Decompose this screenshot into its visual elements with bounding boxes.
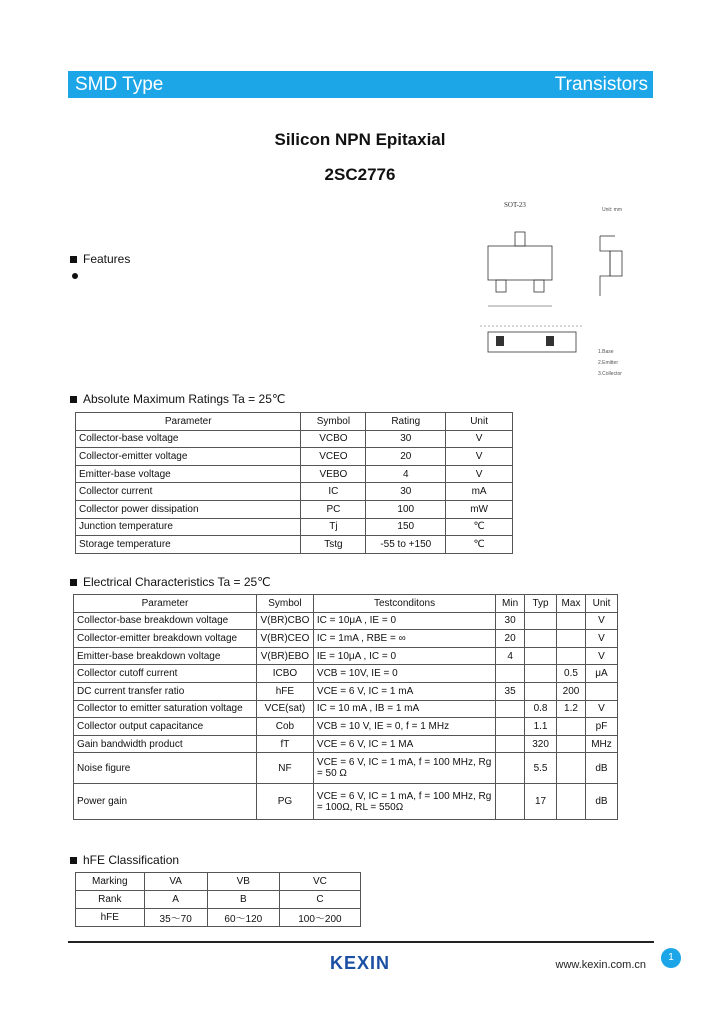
table-cell xyxy=(496,665,525,683)
table-cell: 4 xyxy=(496,647,525,665)
table-row xyxy=(74,700,618,718)
bullet-square-icon xyxy=(70,256,77,263)
table-cell xyxy=(496,718,525,736)
table-cell: VCEO xyxy=(301,448,366,466)
table-cell: VCE(sat) xyxy=(256,700,313,718)
table-cell: dB xyxy=(585,784,617,820)
table-cell: 0.5 xyxy=(557,665,586,683)
table-cell: 35 xyxy=(496,682,525,700)
table-cell: PC xyxy=(301,500,366,518)
col-header: Unit xyxy=(446,413,513,431)
page-number-badge: 1 xyxy=(661,948,681,968)
table-cell: Rank xyxy=(76,891,145,909)
table-cell: IC xyxy=(301,483,366,501)
footer-divider xyxy=(68,941,654,943)
table-cell xyxy=(496,784,525,820)
table-header-row xyxy=(74,595,618,613)
table-header-row xyxy=(76,413,513,431)
table-cell: fT xyxy=(256,735,313,753)
table-row xyxy=(76,518,513,536)
col-header: Parameter xyxy=(76,413,301,431)
table-cell: VA xyxy=(144,873,207,891)
table-cell: VCE = 6 V, IC = 1 MA xyxy=(313,735,495,753)
header-right: Transistors xyxy=(554,73,648,95)
table-cell xyxy=(557,630,586,648)
table-cell: 200 xyxy=(557,682,586,700)
abs-max-heading: Absolute Maximum Ratings Ta = 25℃ xyxy=(70,392,285,406)
table-cell: Collector power dissipation xyxy=(76,500,301,518)
col-header: Testconditons xyxy=(313,595,495,613)
table-cell xyxy=(496,700,525,718)
table-cell: VCB = 10V, IE = 0 xyxy=(313,665,495,683)
table-cell: Collector-emitter voltage xyxy=(76,448,301,466)
header-bar xyxy=(68,71,653,98)
table-row xyxy=(76,500,513,518)
table-cell: Collector-base voltage xyxy=(76,430,301,448)
table-cell: 1.2 xyxy=(557,700,586,718)
package-outline-diagram xyxy=(470,196,650,386)
table-cell: Gain bandwidth product xyxy=(74,735,257,753)
table-cell: Emitter-base voltage xyxy=(76,465,301,483)
table-cell: Collector to emitter saturation voltage xyxy=(74,700,257,718)
table-cell: V xyxy=(446,465,513,483)
table-cell: Collector cutoff current xyxy=(74,665,257,683)
table-row xyxy=(76,873,361,891)
table-cell: PG xyxy=(256,784,313,820)
elec-heading: Electrical Characteristics Ta = 25℃ xyxy=(70,575,271,589)
table-cell: V xyxy=(585,700,617,718)
table-cell xyxy=(557,753,586,784)
table-cell: C xyxy=(279,891,360,909)
table-cell xyxy=(525,630,557,648)
hfe-heading: hFE Classification xyxy=(70,853,179,867)
table-cell xyxy=(557,735,586,753)
col-header: Typ xyxy=(525,595,557,613)
table-row xyxy=(74,718,618,736)
table-cell xyxy=(525,647,557,665)
table-cell: 320 xyxy=(525,735,557,753)
table-cell: 0.8 xyxy=(525,700,557,718)
table-cell: IC = 1mA , RBE = ∞ xyxy=(313,630,495,648)
table-cell xyxy=(525,665,557,683)
table-cell: IE = 10μA , IC = 0 xyxy=(313,647,495,665)
table-cell: 17 xyxy=(525,784,557,820)
table-cell: V xyxy=(446,430,513,448)
table-cell: 100 xyxy=(366,500,446,518)
table-row xyxy=(74,784,618,820)
table-cell: 35～70 xyxy=(144,909,207,927)
table-cell: VCBO xyxy=(301,430,366,448)
table-cell: VCE = 6 V, IC = 1 mA, f = 100 MHz, Rg = 50 Ω xyxy=(313,753,495,784)
pin1-label: 1.Base xyxy=(598,349,614,355)
table-cell: V xyxy=(585,612,617,630)
col-header: Max xyxy=(557,595,586,613)
table-cell: Tj xyxy=(301,518,366,536)
col-header: Symbol xyxy=(256,595,313,613)
table-row xyxy=(74,647,618,665)
table-cell: 1.1 xyxy=(525,718,557,736)
hfe-table xyxy=(75,872,361,927)
table-cell: V(BR)CEO xyxy=(256,630,313,648)
col-header: Symbol xyxy=(301,413,366,431)
table-cell: VCB = 10 V, IE = 0, f = 1 MHz xyxy=(313,718,495,736)
pin3-label: 3.Collector xyxy=(598,371,622,377)
table-cell: Collector-emitter breakdown voltage xyxy=(74,630,257,648)
table-row xyxy=(76,430,513,448)
table-cell: hFE xyxy=(76,909,145,927)
table-cell: VC xyxy=(279,873,360,891)
table-cell: Collector current xyxy=(76,483,301,501)
pin2-label: 2.Emitter xyxy=(598,360,619,366)
abs-max-table xyxy=(75,412,513,554)
table-cell: Cob xyxy=(256,718,313,736)
table-cell: Noise figure xyxy=(74,753,257,784)
table-cell: VEBO xyxy=(301,465,366,483)
table-cell: V xyxy=(446,448,513,466)
table-cell: A xyxy=(144,891,207,909)
table-cell xyxy=(557,718,586,736)
table-row xyxy=(74,630,618,648)
table-cell: 100～200 xyxy=(279,909,360,927)
features-heading: Features xyxy=(70,252,130,266)
table-cell: V(BR)CBO xyxy=(256,612,313,630)
table-cell: ℃ xyxy=(446,536,513,554)
table-cell: NF xyxy=(256,753,313,784)
table-row xyxy=(74,612,618,630)
table-cell: VB xyxy=(207,873,279,891)
package-label: SOT-23 xyxy=(504,201,526,209)
feature-bullet-icon xyxy=(72,273,78,279)
table-cell: 30 xyxy=(366,430,446,448)
unit-label: Unit: mm xyxy=(602,207,622,213)
table-cell: 60～120 xyxy=(207,909,279,927)
table-cell xyxy=(525,682,557,700)
table-cell: Storage temperature xyxy=(76,536,301,554)
table-cell: Emitter-base breakdown voltage xyxy=(74,647,257,665)
table-cell: Junction temperature xyxy=(76,518,301,536)
table-cell: DC current transfer ratio xyxy=(74,682,257,700)
table-cell: 20 xyxy=(366,448,446,466)
table-cell: mA xyxy=(446,483,513,501)
table-row xyxy=(76,448,513,466)
bullet-square-icon xyxy=(70,857,77,864)
table-cell: 30 xyxy=(496,612,525,630)
table-cell: ℃ xyxy=(446,518,513,536)
table-cell: V xyxy=(585,647,617,665)
table-cell: 4 xyxy=(366,465,446,483)
table-cell: pF xyxy=(585,718,617,736)
table-row xyxy=(74,665,618,683)
table-row xyxy=(74,753,618,784)
table-cell: VCE = 6 V, IC = 1 mA xyxy=(313,682,495,700)
table-cell xyxy=(557,784,586,820)
elec-table xyxy=(73,594,618,820)
table-row xyxy=(74,735,618,753)
table-cell: Tstg xyxy=(301,536,366,554)
bullet-square-icon xyxy=(70,579,77,586)
table-cell xyxy=(557,647,586,665)
table-cell: V xyxy=(585,630,617,648)
part-number: 2SC2776 xyxy=(324,165,396,184)
table-cell: V(BR)EBO xyxy=(256,647,313,665)
col-header: Rating xyxy=(366,413,446,431)
table-cell: IC = 10 mA , IB = 1 mA xyxy=(313,700,495,718)
table-cell: VCE = 6 V, IC = 1 mA, f = 100 MHz, Rg = 100Ω, RL = 550Ω xyxy=(313,784,495,820)
table-cell xyxy=(557,612,586,630)
table-cell xyxy=(496,735,525,753)
table-cell: Power gain xyxy=(74,784,257,820)
table-cell: MHz xyxy=(585,735,617,753)
table-cell: 20 xyxy=(496,630,525,648)
table-cell: -55 to +150 xyxy=(366,536,446,554)
table-row xyxy=(74,682,618,700)
header-left: SMD Type xyxy=(75,73,164,95)
website-link[interactable]: www.kexin.com.cn xyxy=(555,959,646,971)
col-header: Unit xyxy=(585,595,617,613)
table-row xyxy=(76,465,513,483)
table-cell: Collector-base breakdown voltage xyxy=(74,612,257,630)
table-cell xyxy=(525,612,557,630)
table-cell: B xyxy=(207,891,279,909)
table-row xyxy=(76,909,361,927)
table-cell xyxy=(496,753,525,784)
col-header: Parameter xyxy=(74,595,257,613)
table-cell: 150 xyxy=(366,518,446,536)
kexin-logo: KEXIN xyxy=(329,953,390,973)
col-header: Min xyxy=(496,595,525,613)
table-cell: Marking xyxy=(76,873,145,891)
table-row xyxy=(76,483,513,501)
doc-title: Silicon NPN Epitaxial xyxy=(274,130,446,149)
bullet-square-icon xyxy=(70,396,77,403)
table-row xyxy=(76,891,361,909)
table-cell: μA xyxy=(585,665,617,683)
table-cell: Collector output capacitance xyxy=(74,718,257,736)
table-cell xyxy=(585,682,617,700)
table-cell: IC = 10μA , IE = 0 xyxy=(313,612,495,630)
table-cell: 30 xyxy=(366,483,446,501)
table-row xyxy=(76,536,513,554)
table-cell: hFE xyxy=(256,682,313,700)
table-cell: mW xyxy=(446,500,513,518)
table-cell: 5.5 xyxy=(525,753,557,784)
table-cell: ICBO xyxy=(256,665,313,683)
table-cell: dB xyxy=(585,753,617,784)
